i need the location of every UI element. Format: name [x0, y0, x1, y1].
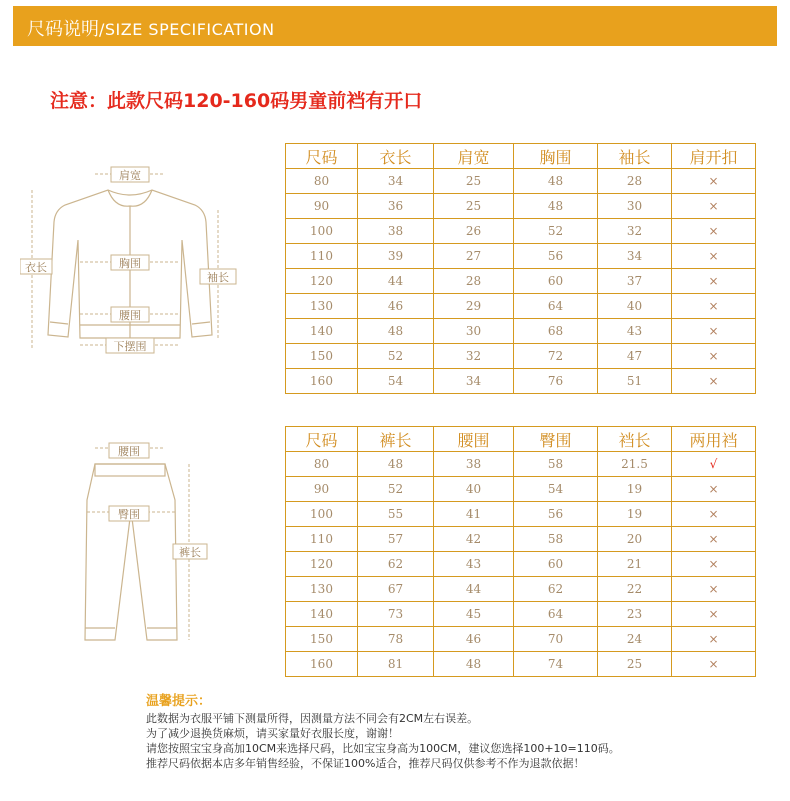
- col-header: 肩开扣: [672, 144, 756, 169]
- table-cell: 29: [434, 294, 514, 319]
- shirt-label-shoulder: 肩宽: [119, 169, 141, 182]
- table-cell: 47: [598, 344, 672, 369]
- table-cell: 36: [358, 194, 434, 219]
- table-header-row: [286, 144, 756, 169]
- table-cell: 40: [434, 477, 514, 502]
- table-cell: 140: [286, 602, 358, 627]
- pants-size-table: [285, 426, 756, 677]
- table-row: [286, 577, 756, 602]
- table-cell: 51: [598, 369, 672, 394]
- table-cell: 37: [598, 269, 672, 294]
- table-cell: 150: [286, 627, 358, 652]
- col-header: 腰围: [434, 427, 514, 452]
- table-row: [286, 652, 756, 677]
- table-row: [286, 369, 756, 394]
- table-cell: 27: [434, 244, 514, 269]
- table-row: [286, 477, 756, 502]
- tips-line: 为了减少退换货麻烦，请买家量好衣服长度，谢谢！: [146, 727, 399, 740]
- table-cell: 67: [358, 577, 434, 602]
- header-title-en: /SIZE SPECIFICATION: [99, 20, 275, 39]
- table-cell: 70: [514, 627, 598, 652]
- table-cell: 56: [514, 502, 598, 527]
- table-cell: 24: [598, 627, 672, 652]
- table-cell: 22: [598, 577, 672, 602]
- table-cell: ×: [672, 319, 756, 344]
- table-cell: 32: [434, 344, 514, 369]
- table-cell: 120: [286, 269, 358, 294]
- table-cell: 34: [434, 369, 514, 394]
- table-cell: 28: [598, 169, 672, 194]
- col-header: 裆长: [598, 427, 672, 452]
- table-cell: 100: [286, 219, 358, 244]
- table-cell: ×: [672, 244, 756, 269]
- table-cell: 58: [514, 527, 598, 552]
- table-cell: 52: [514, 219, 598, 244]
- header-title: [27, 15, 275, 41]
- table-cell: 54: [358, 369, 434, 394]
- table-row: [286, 169, 756, 194]
- table-cell: 45: [434, 602, 514, 627]
- table-cell: 21: [598, 552, 672, 577]
- table-cell: 48: [358, 452, 434, 477]
- table-cell: 130: [286, 577, 358, 602]
- table-cell: 48: [514, 169, 598, 194]
- table-cell: 44: [434, 577, 514, 602]
- col-header: 袖长: [598, 144, 672, 169]
- table-cell: 46: [358, 294, 434, 319]
- table-row: [286, 502, 756, 527]
- table-cell: 19: [598, 477, 672, 502]
- table-cell: 25: [434, 169, 514, 194]
- tips-line: 此数据为衣服平铺下测量所得，因测量方法不同会有2CM左右误差。: [146, 712, 479, 725]
- table-cell: 90: [286, 477, 358, 502]
- table-cell: 48: [358, 319, 434, 344]
- shirt-label-chest: 胸围: [119, 257, 141, 270]
- table-cell: ×: [672, 652, 756, 677]
- table-row: [286, 552, 756, 577]
- table-cell: 44: [358, 269, 434, 294]
- col-header: 衣长: [358, 144, 434, 169]
- shirt-diagram: [20, 160, 260, 360]
- table-row: [286, 452, 756, 477]
- table-cell: 140: [286, 319, 358, 344]
- table-cell: 56: [514, 244, 598, 269]
- table-row: [286, 527, 756, 552]
- table-cell: 21.5: [598, 452, 672, 477]
- table-cell: ×: [672, 169, 756, 194]
- table-cell: 64: [514, 602, 598, 627]
- table-cell: 48: [434, 652, 514, 677]
- table-row: [286, 294, 756, 319]
- table-cell: 43: [598, 319, 672, 344]
- header-bar: [13, 6, 777, 46]
- table-cell: 38: [434, 452, 514, 477]
- table-cell: 54: [514, 477, 598, 502]
- table-cell: 110: [286, 527, 358, 552]
- table-cell: 25: [434, 194, 514, 219]
- table-cell: 34: [598, 244, 672, 269]
- table-cell: 48: [514, 194, 598, 219]
- table-cell: 60: [514, 269, 598, 294]
- shirt-size-table: [285, 143, 756, 394]
- shirt-label-hem: 下摆围: [113, 340, 147, 353]
- col-header: 两用裆: [672, 427, 756, 452]
- table-cell: 52: [358, 344, 434, 369]
- table-cell: ×: [672, 477, 756, 502]
- tips-line: 推荐尺码依据本店多年销售经验，不保证100%适合，推荐尺码仅供参考不作为退款依据！: [146, 757, 585, 770]
- table-row: [286, 219, 756, 244]
- table-cell: ×: [672, 219, 756, 244]
- table-cell: 80: [286, 169, 358, 194]
- table-cell: 52: [358, 477, 434, 502]
- table-cell: ×: [672, 577, 756, 602]
- table-cell: ×: [672, 552, 756, 577]
- table-cell: 150: [286, 344, 358, 369]
- header-title-cn: 尺码说明: [27, 19, 99, 40]
- table-cell: 43: [434, 552, 514, 577]
- table-cell: 90: [286, 194, 358, 219]
- table-cell: 130: [286, 294, 358, 319]
- table-cell: 25: [598, 652, 672, 677]
- table-cell: 57: [358, 527, 434, 552]
- table-row: [286, 602, 756, 627]
- size-notice: 注意：此款尺码120-160码男童前裆有开口: [50, 90, 423, 112]
- table-row: [286, 344, 756, 369]
- table-header-row: [286, 427, 756, 452]
- table-cell: 58: [514, 452, 598, 477]
- shirt-label-length: 衣长: [25, 261, 47, 274]
- col-header: 肩宽: [434, 144, 514, 169]
- pants-label-waist: 腰围: [118, 445, 140, 458]
- table-row: [286, 244, 756, 269]
- tips-title: 温馨提示：: [146, 694, 212, 709]
- table-cell: 38: [358, 219, 434, 244]
- table-cell: ×: [672, 369, 756, 394]
- table-cell: 78: [358, 627, 434, 652]
- col-header: 尺码: [286, 427, 358, 452]
- table-cell: 55: [358, 502, 434, 527]
- pants-label-hip: 臀围: [118, 508, 140, 521]
- shirt-label-sleeve: 袖长: [207, 271, 229, 284]
- col-header: 胸围: [514, 144, 598, 169]
- table-row: [286, 627, 756, 652]
- shirt-label-waist: 腰围: [119, 309, 141, 322]
- table-cell: 23: [598, 602, 672, 627]
- table-cell: √: [672, 452, 756, 477]
- table-row: [286, 194, 756, 219]
- table-cell: 19: [598, 502, 672, 527]
- table-cell: 30: [434, 319, 514, 344]
- table-cell: 73: [358, 602, 434, 627]
- table-cell: 80: [286, 452, 358, 477]
- table-cell: 160: [286, 369, 358, 394]
- table-cell: 62: [514, 577, 598, 602]
- table-cell: 160: [286, 652, 358, 677]
- table-cell: 110: [286, 244, 358, 269]
- table-cell: ×: [672, 194, 756, 219]
- table-cell: 60: [514, 552, 598, 577]
- table-row: [286, 269, 756, 294]
- col-header: 裤长: [358, 427, 434, 452]
- table-cell: 32: [598, 219, 672, 244]
- table-cell: ×: [672, 602, 756, 627]
- table-cell: 46: [434, 627, 514, 652]
- table-cell: 62: [358, 552, 434, 577]
- table-cell: 39: [358, 244, 434, 269]
- table-cell: 26: [434, 219, 514, 244]
- table-cell: 28: [434, 269, 514, 294]
- table-cell: ×: [672, 269, 756, 294]
- table-cell: 41: [434, 502, 514, 527]
- table-cell: 64: [514, 294, 598, 319]
- table-cell: ×: [672, 627, 756, 652]
- table-cell: 120: [286, 552, 358, 577]
- table-cell: 34: [358, 169, 434, 194]
- tips-line: 请您按照宝宝身高加10CM来选择尺码，比如宝宝身高为100CM，建议您选择100+10=110码。: [146, 742, 620, 755]
- tips-section: [146, 690, 620, 771]
- table-cell: ×: [672, 344, 756, 369]
- table-cell: 72: [514, 344, 598, 369]
- table-cell: ×: [672, 502, 756, 527]
- table-cell: 100: [286, 502, 358, 527]
- table-cell: 81: [358, 652, 434, 677]
- table-cell: ×: [672, 294, 756, 319]
- table-cell: 30: [598, 194, 672, 219]
- table-row: [286, 319, 756, 344]
- pants-label-length: 裤长: [179, 546, 201, 559]
- table-cell: 76: [514, 369, 598, 394]
- table-cell: 20: [598, 527, 672, 552]
- pants-diagram: [65, 440, 215, 655]
- table-cell: ×: [672, 527, 756, 552]
- table-cell: 74: [514, 652, 598, 677]
- table-cell: 68: [514, 319, 598, 344]
- col-header: 臀围: [514, 427, 598, 452]
- table-cell: 40: [598, 294, 672, 319]
- table-cell: 42: [434, 527, 514, 552]
- col-header: 尺码: [286, 144, 358, 169]
